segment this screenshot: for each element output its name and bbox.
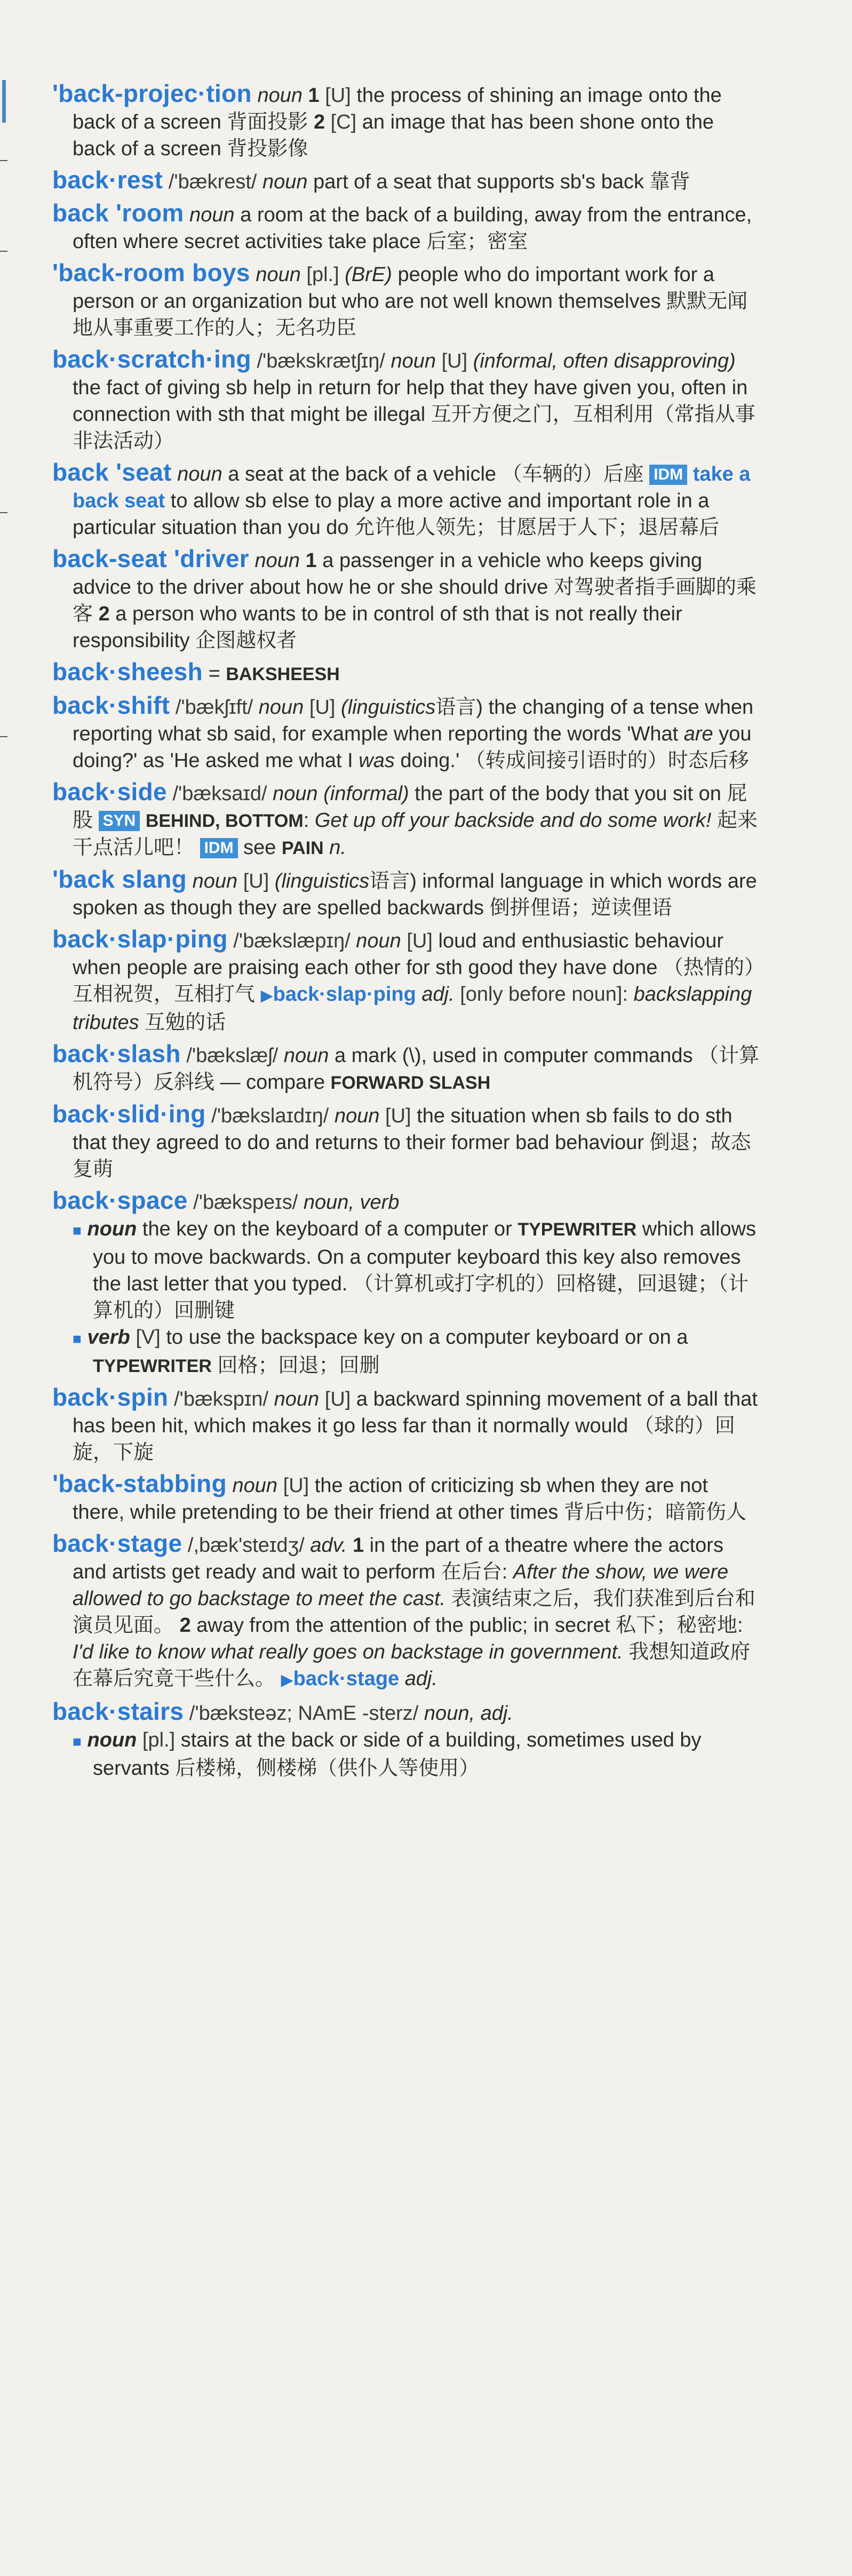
definition: people who do important work for a person or an organization but who are not well known themselves [73, 264, 714, 313]
translation: 倒拼俚语；逆读俚语 [489, 897, 672, 919]
usage-label: (linguistics [274, 870, 370, 892]
part-of-speech: noun [177, 463, 222, 485]
part-of-speech: noun [262, 171, 308, 193]
translation: 回格；回退；回删 [217, 1354, 380, 1377]
sense-number: 1 [305, 549, 317, 572]
page-edge-marker [2, 80, 6, 123]
headword: back 'seat [52, 458, 172, 486]
definition: in the part of a theatre where the actors and artists get ready and wait to perform [73, 1534, 723, 1583]
definition: the situation when sb fails to do sth that they agreed to do and returns to their former bad behaviour [73, 1105, 732, 1154]
example: I'd like to know what really goes on backstage in government. [73, 1641, 623, 1663]
derivative-word: back·stage [293, 1668, 400, 1690]
part-of-speech: noun [391, 350, 436, 372]
headword: back·stage [52, 1529, 182, 1557]
part-of-speech: noun [283, 1044, 329, 1067]
headword: back·slid·ing [52, 1100, 206, 1128]
sense-pos: verb [87, 1326, 130, 1349]
example: Get up off your backside and do some work! [314, 809, 712, 832]
translation: 后室；密室 [426, 230, 528, 253]
entry-back-slang [52, 866, 762, 921]
headword: back·slap·ping [52, 925, 228, 953]
grammar-code: [U] [325, 84, 351, 107]
headword: back·space [52, 1186, 188, 1214]
grammar-code: [U] [407, 930, 433, 952]
definition: a mark (\), used in computer commands [335, 1044, 693, 1067]
entry-backspace [52, 1187, 762, 1379]
headword: 'back-stabbing [52, 1470, 227, 1497]
definition: a backward spinning movement of a ball that has been hit, which makes it go less far than it normally would [73, 1388, 758, 1437]
entry-backscratching [52, 346, 762, 454]
pronunciation: /,bæk'steɪdʒ/ [187, 1534, 305, 1557]
part-of-speech: noun [274, 1388, 320, 1410]
part-of-speech: noun [273, 783, 318, 805]
definition: part of a seat that supports sb's back [313, 171, 644, 193]
pronunciation: /'bækslæpɪŋ/ [233, 930, 351, 952]
triangle-arrow-icon: ▶ [281, 1671, 293, 1689]
idiom-marker: IDM [649, 465, 687, 485]
square-bullet-icon: ■ [73, 1222, 82, 1239]
triangle-arrow-icon: ▶ [260, 987, 273, 1004]
grammar-code: [C] [330, 111, 357, 133]
usage-label-translation: 语言) [435, 696, 483, 719]
part-of-speech: noun [192, 870, 238, 892]
pronunciation: /'bækrest/ [168, 171, 257, 193]
example-translation: 互勉的话 [145, 1011, 226, 1034]
entry-backsliding [52, 1100, 762, 1183]
entry-backside [52, 778, 762, 862]
gutter-tick [0, 160, 7, 161]
pronunciation: /'bækspeɪs/ [193, 1191, 298, 1214]
part-of-speech: noun [257, 84, 302, 107]
headword: back·spin [52, 1383, 169, 1411]
see-label: see [243, 836, 276, 859]
definition: to use the backspace key on a computer keyboard or on a [166, 1326, 688, 1349]
part-of-speech: noun [254, 549, 300, 572]
emphasis: was [359, 749, 395, 772]
example-translation: 起来干点活儿吧！ [73, 809, 758, 859]
translation: 在后台: [441, 1561, 508, 1583]
example: backslapping tributes [73, 983, 752, 1034]
headword: back 'room [52, 199, 184, 227]
headword: back·rest [52, 166, 163, 194]
emphasis: are [683, 723, 713, 745]
translation: 对驾驶者指手画脚的乘客 [73, 576, 757, 625]
definition: the part of the body that you sit on [415, 783, 721, 805]
grammar-code: [U] [441, 350, 468, 372]
cross-reference[interactable]: FORWARD SLASH [330, 1073, 491, 1093]
headword: 'back-room boys [52, 259, 250, 286]
square-bullet-icon: ■ [73, 1330, 82, 1347]
entry-backspin [52, 1384, 762, 1466]
entry-back-seat [52, 459, 762, 541]
entry-backsheesh [52, 658, 762, 688]
synonym-marker: SYN [99, 811, 140, 831]
pronunciation: /'bækʃɪft/ [175, 696, 253, 719]
cross-reference[interactable]: TYPEWRITER [517, 1219, 637, 1240]
part-of-speech: noun, verb [303, 1191, 400, 1214]
part-of-speech: noun [189, 204, 235, 226]
entry-backstage [52, 1530, 762, 1694]
sense-number: 2 [98, 603, 110, 625]
sense-block [73, 1216, 762, 1324]
definition: which allows you to move backwards. On a computer keyboard this key also removes the last letter that you typed. [93, 1218, 757, 1295]
cross-reference-pos: n. [329, 836, 346, 859]
translation: （计算机符号）反斜线 [73, 1044, 760, 1094]
example: After the show, we were allowed to go backstage to meet the cast. [73, 1561, 729, 1610]
definition: a seat at the back of a vehicle [228, 463, 497, 485]
cross-reference[interactable]: PAIN [281, 838, 324, 858]
cross-reference[interactable]: TYPEWRITER [93, 1356, 212, 1376]
headword: back·shift [52, 691, 170, 719]
grammar-code: [only before noun]: [460, 983, 628, 1006]
translation: （转成间接引语时的）时态后移 [465, 749, 749, 772]
definition: a person who wants to be in control of sth that is not really their responsibility [73, 603, 682, 652]
translation: 企图越权者 [195, 629, 297, 652]
definition: stairs at the back or side of a building, sometimes used by servants [93, 1729, 702, 1780]
definition: a room at the back of a building, away from the entrance, often where secret activities take place [73, 204, 752, 253]
pronunciation: /'bækspɪn/ [174, 1388, 269, 1410]
translation: 背投影像 [227, 138, 308, 160]
translation: 私下；秘密地: [616, 1614, 743, 1637]
part-of-speech: noun [256, 264, 301, 286]
usage-label: (linguistics [341, 696, 436, 719]
headword: back·side [52, 778, 167, 806]
headword: back·scratch·ing [52, 345, 251, 373]
headword: back·slash [52, 1040, 181, 1067]
usage-label: (BrE) [345, 264, 392, 286]
definition: doing.' [400, 749, 460, 772]
headword: back-seat 'driver [52, 545, 249, 572]
definition: informal language in which words are spoken as though they are spelled backwards [73, 870, 757, 919]
grammar-code: [U] [385, 1105, 411, 1127]
definition: the changing of a tense when reporting what sb said, for example when reporting the words 'What [73, 696, 754, 745]
sense-number: 2 [179, 1614, 191, 1637]
entry-back-room-boys [52, 259, 762, 341]
entry-backslapping [52, 926, 762, 1036]
synonym-words[interactable]: BEHIND, BOTTOM [145, 811, 304, 831]
definition: you doing?' as 'He asked me what I [73, 723, 752, 772]
entry-backstairs [52, 1698, 762, 1782]
sense-number: 1 [308, 84, 320, 107]
definition: the process of shining an image onto the back of a screen [73, 84, 722, 133]
entry-back-projection [52, 80, 762, 162]
part-of-speech: adv. [310, 1534, 347, 1557]
definition: an image that has been shone onto the back of a screen [73, 111, 714, 160]
translation: 后楼梯，侧楼梯（供仆人等使用） [175, 1757, 480, 1780]
translation: 默默无闻地从事重要工作的人；无名功臣 [73, 290, 748, 339]
usage-label: (informal, often disapproving) [473, 350, 736, 372]
grammar-code: [V] [136, 1326, 161, 1349]
sense-pos: noun [87, 1218, 137, 1240]
headword: 'back slang [52, 865, 187, 893]
grammar-code: [U] [309, 696, 336, 719]
entry-backslash [52, 1040, 762, 1096]
gutter-tick [0, 736, 7, 737]
sense-block [73, 1727, 762, 1782]
part-of-speech: noun [356, 930, 401, 952]
entry-backrest [52, 166, 762, 195]
grammar-code: [U] [243, 870, 269, 892]
grammar-code: [U] [324, 1388, 351, 1410]
part-of-speech: noun, adj. [424, 1702, 513, 1725]
definition: the key on the keyboard of a computer or [142, 1218, 512, 1240]
gutter-tick [0, 251, 7, 252]
example-translation: 我想知道政府在幕后究竟干些什么。 [73, 1641, 751, 1690]
sense-number: 2 [313, 111, 325, 133]
pronunciation: /'bækskrætʃɪŋ/ [257, 350, 385, 372]
definition: to allow sb else to play a more active and important role in a particular situation than you do [73, 490, 710, 539]
part-of-speech: noun [334, 1105, 380, 1127]
translation: 背面投影 [227, 111, 308, 133]
compare-label: — compare [220, 1071, 325, 1094]
colon: : [303, 809, 309, 832]
sense-pos: noun [87, 1729, 137, 1751]
usage-label: (informal) [323, 783, 409, 805]
translation: 屁股 [73, 783, 747, 832]
cross-reference[interactable]: BAKSHEESH [226, 664, 340, 684]
headword: back·sheesh [52, 658, 203, 685]
pronunciation: /'bækslæʃ/ [186, 1044, 278, 1067]
example-translation: 表演结束之后，我们获准到后台和演员见面。 [73, 1588, 755, 1637]
pronunciation: /'bæksaɪd/ [172, 783, 267, 805]
translation: （车辆的）后座 [501, 463, 644, 485]
pronunciation: /'bæksteəz; NAmE -sterz/ [189, 1702, 419, 1725]
grammar-code: [U] [283, 1474, 309, 1497]
translation: 倒退；故态复萌 [73, 1131, 751, 1181]
entry-back-stabbing [52, 1470, 762, 1526]
pronunciation: /'bækslaɪdɪŋ/ [211, 1105, 329, 1127]
translation: 互开方便之门，互相利用（常指从事非法活动） [73, 403, 755, 452]
part-of-speech: noun [258, 696, 304, 719]
sense-block [73, 1324, 762, 1379]
grammar-code: [pl.] [142, 1729, 176, 1751]
definition: the action of criticizing sb when they are not there, while pretending to be their friend at other times [73, 1474, 708, 1524]
headword: 'back-projec·tion [52, 79, 252, 107]
gutter-tick [0, 512, 7, 513]
sense-number: 1 [352, 1534, 364, 1557]
grammar-code: [pl.] [306, 264, 339, 286]
part-of-speech: noun [232, 1474, 278, 1497]
translation: 背后中伤；暗箭伤人 [563, 1501, 746, 1524]
translation: 允许他人领先；甘愿居于人下；退居幕后 [354, 516, 720, 539]
definition: loud and enthusiastic behaviour when people are praising each other for sth good they have done [73, 930, 723, 979]
equals-sign: = [208, 663, 220, 685]
translation: （球的）回旋，下旋 [73, 1415, 735, 1464]
derivative-word: back·slap·ping [273, 983, 416, 1006]
usage-label-translation: 语言) [369, 870, 417, 892]
definition: a passenger in a vehicle who keeps giving advice to the driver about how he or she should drive [73, 549, 703, 599]
translation: 靠背 [649, 171, 690, 193]
translation: （热情的）互相祝贺，互相打气 [73, 956, 755, 1006]
entry-backshift [52, 692, 762, 774]
square-bullet-icon: ■ [73, 1733, 82, 1750]
entry-back-seat-driver [52, 545, 762, 654]
idiom-marker: IDM [200, 838, 238, 858]
entry-column [52, 80, 762, 1786]
definition: away from the attention of the public; in secret [196, 1614, 610, 1637]
entry-back-room [52, 200, 762, 255]
derivative-pos: adj. [404, 1668, 438, 1690]
definition: the fact of giving sb help in return for help that they have given you, often in connection with sth that might be illegal [73, 377, 748, 426]
idiom-phrase: take a back seat [73, 463, 751, 512]
translation: （计算机或打字机的）回格键，回退键；（计算机的）回删键 [93, 1273, 749, 1322]
headword: back·stairs [52, 1697, 184, 1725]
derivative-pos: adj. [421, 983, 455, 1006]
